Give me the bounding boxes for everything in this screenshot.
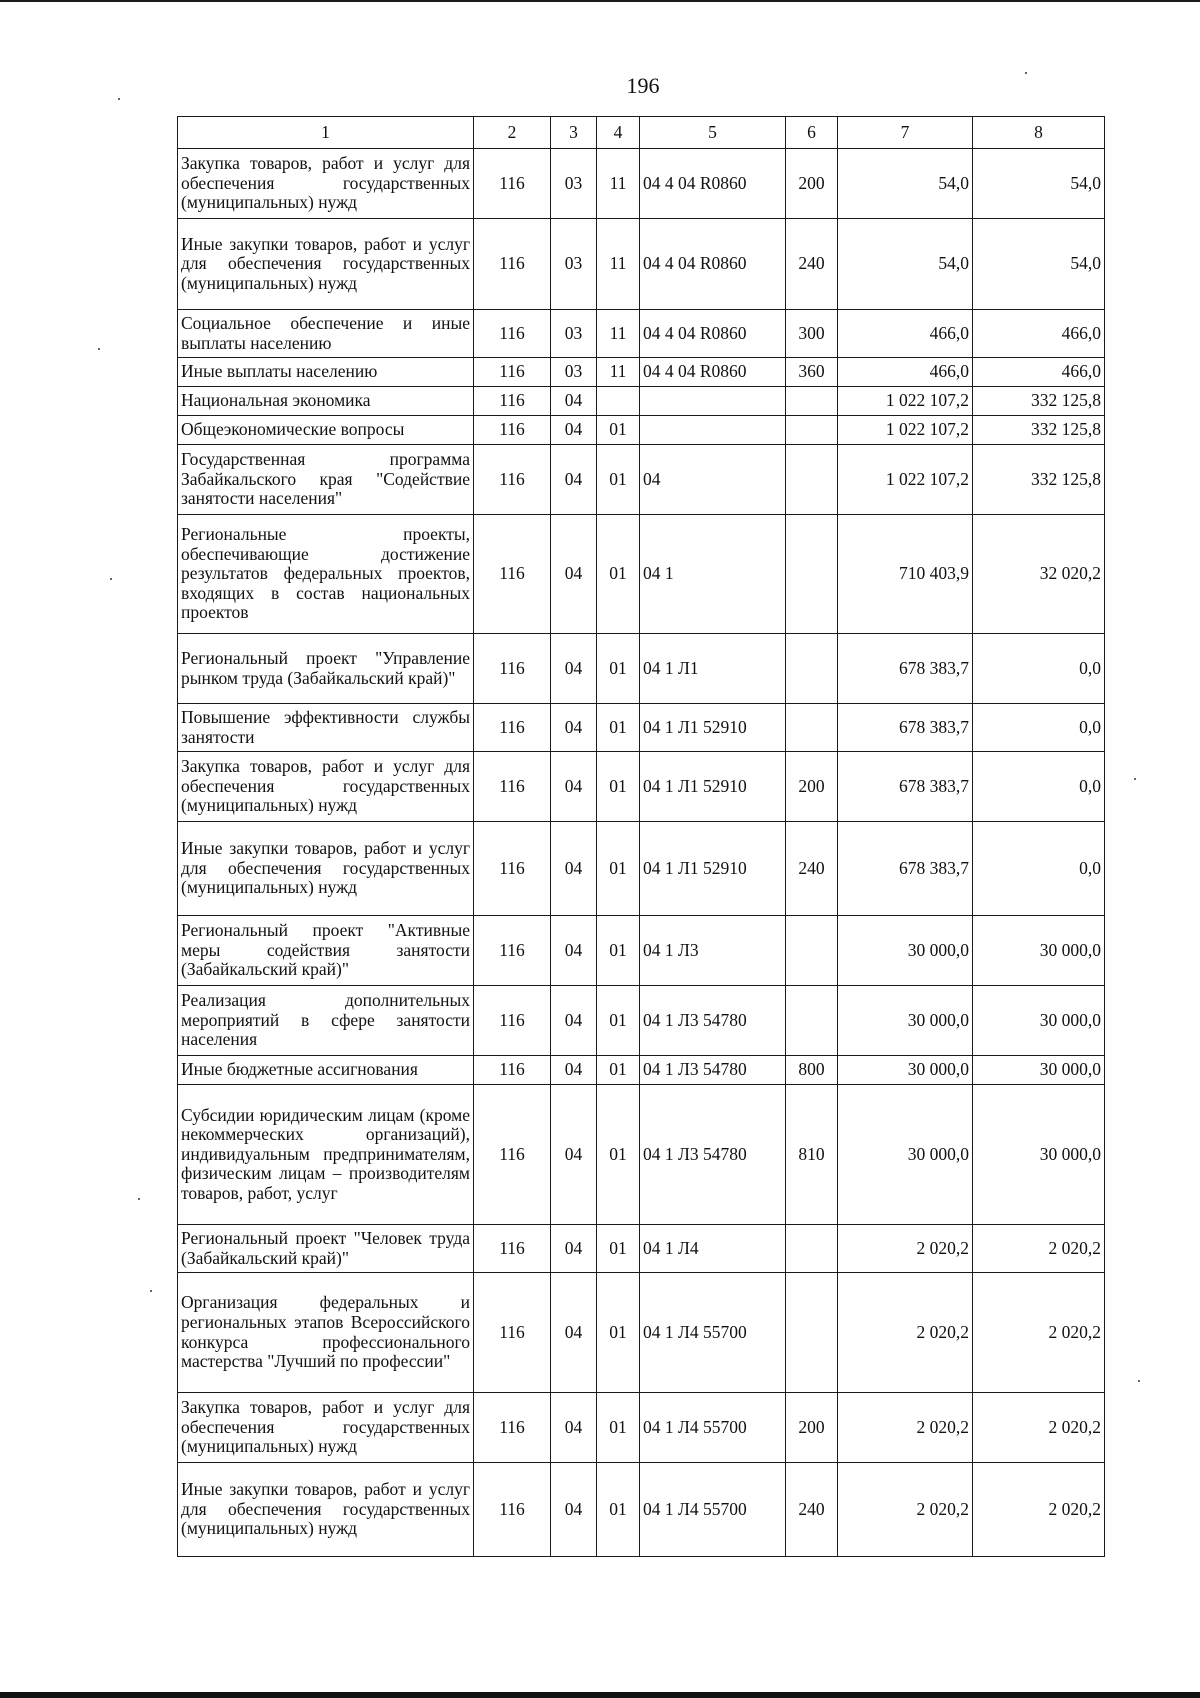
amount-col-7: 2 020,2 <box>838 1225 973 1273</box>
target-code: 04 1 Л3 54780 <box>640 1085 786 1225</box>
table-row <box>178 310 1105 358</box>
col-2-value: 116 <box>474 358 551 387</box>
table-row <box>178 416 1105 445</box>
table-row <box>178 1393 1105 1463</box>
row-name: Национальная экономика <box>178 387 474 416</box>
column-header: 6 <box>786 117 838 149</box>
row-name: Реализация дополнительных мероприятий в сфере занятости населения <box>178 986 474 1056</box>
col-4-value: 01 <box>597 1463 640 1557</box>
col-4-value: 01 <box>597 416 640 445</box>
col-2-value: 116 <box>474 704 551 752</box>
table-row <box>178 1225 1105 1273</box>
col-2-value: 116 <box>474 1085 551 1225</box>
column-header: 1 <box>178 117 474 149</box>
col-4-value: 01 <box>597 1056 640 1085</box>
row-name: Иные закупки товаров, работ и услуг для обеспечения государственных (муниципальных) нужд <box>178 822 474 916</box>
target-code: 04 1 Л3 <box>640 916 786 986</box>
col-3-value: 04 <box>551 752 597 822</box>
table-body <box>178 149 1105 1557</box>
amount-col-7: 54,0 <box>838 149 973 219</box>
col-2-value: 116 <box>474 752 551 822</box>
col-4-value: 01 <box>597 752 640 822</box>
col-4-value: 01 <box>597 822 640 916</box>
amount-col-7: 678 383,7 <box>838 822 973 916</box>
target-code: 04 1 Л4 <box>640 1225 786 1273</box>
target-code: 04 1 Л1 52910 <box>640 752 786 822</box>
amount-col-8: 0,0 <box>973 704 1105 752</box>
scan-speck <box>138 1198 140 1200</box>
col-2-value: 116 <box>474 916 551 986</box>
amount-col-7: 30 000,0 <box>838 1085 973 1225</box>
row-name: Региональный проект "Активные меры содействия занятости (Забайкальский край)" <box>178 916 474 986</box>
col-2-value: 116 <box>474 149 551 219</box>
amount-col-7: 2 020,2 <box>838 1393 973 1463</box>
expense-type-code <box>786 1225 838 1273</box>
column-header: 2 <box>474 117 551 149</box>
col-3-value: 04 <box>551 986 597 1056</box>
table-row <box>178 1273 1105 1393</box>
row-name: Иные выплаты населению <box>178 358 474 387</box>
table-row <box>178 1463 1105 1557</box>
table-row <box>178 986 1105 1056</box>
target-code: 04 1 Л1 <box>640 634 786 704</box>
expense-type-code: 360 <box>786 358 838 387</box>
scan-top-edge <box>0 0 1200 2</box>
col-3-value: 03 <box>551 149 597 219</box>
amount-col-7: 2 020,2 <box>838 1463 973 1557</box>
amount-col-7: 1 022 107,2 <box>838 445 973 515</box>
amount-col-8: 2 020,2 <box>973 1225 1105 1273</box>
expense-type-code <box>786 416 838 445</box>
scan-speck <box>98 348 100 350</box>
expense-type-code: 240 <box>786 1463 838 1557</box>
amount-col-8: 54,0 <box>973 219 1105 310</box>
col-3-value: 03 <box>551 310 597 358</box>
col-4-value: 01 <box>597 704 640 752</box>
amount-col-8: 30 000,0 <box>973 1056 1105 1085</box>
row-name: Иные закупки товаров, работ и услуг для обеспечения государственных (муниципальных) нужд <box>178 1463 474 1557</box>
target-code: 04 1 Л1 52910 <box>640 704 786 752</box>
amount-col-7: 710 403,9 <box>838 515 973 634</box>
col-4-value: 01 <box>597 1085 640 1225</box>
row-name: Иные закупки товаров, работ и услуг для обеспечения государственных (муниципальных) нужд <box>178 219 474 310</box>
row-name: Региональный проект "Управление рынком труда (Забайкальский край)" <box>178 634 474 704</box>
table-row <box>178 752 1105 822</box>
target-code <box>640 416 786 445</box>
amount-col-8: 30 000,0 <box>973 986 1105 1056</box>
col-4-value: 11 <box>597 149 640 219</box>
row-name: Социальное обеспечение и иные выплаты населению <box>178 310 474 358</box>
row-name: Иные бюджетные ассигнования <box>178 1056 474 1085</box>
amount-col-8: 30 000,0 <box>973 916 1105 986</box>
amount-col-8: 466,0 <box>973 358 1105 387</box>
col-4-value: 01 <box>597 445 640 515</box>
col-2-value: 116 <box>474 822 551 916</box>
col-4-value: 11 <box>597 358 640 387</box>
col-4-value: 11 <box>597 219 640 310</box>
amount-col-7: 54,0 <box>838 219 973 310</box>
amount-col-7: 678 383,7 <box>838 752 973 822</box>
target-code: 04 1 Л3 54780 <box>640 1056 786 1085</box>
target-code: 04 1 Л4 55700 <box>640 1273 786 1393</box>
col-4-value <box>597 387 640 416</box>
scan-bottom-edge <box>0 1692 1200 1698</box>
row-name: Государственная программа Забайкальского края "Содействие занятости населения" <box>178 445 474 515</box>
row-name: Общеэкономические вопросы <box>178 416 474 445</box>
scan-speck <box>1025 72 1027 74</box>
expense-type-code: 200 <box>786 149 838 219</box>
scan-speck <box>150 1290 152 1292</box>
expense-type-code <box>786 916 838 986</box>
col-2-value: 116 <box>474 634 551 704</box>
col-3-value: 04 <box>551 634 597 704</box>
col-3-value: 04 <box>551 515 597 634</box>
scan-speck <box>110 578 112 580</box>
amount-col-8: 332 125,8 <box>973 445 1105 515</box>
target-code <box>640 387 786 416</box>
amount-col-7: 30 000,0 <box>838 986 973 1056</box>
expense-type-code <box>786 445 838 515</box>
row-name: Закупка товаров, работ и услуг для обеспечения государственных (муниципальных) нужд <box>178 1393 474 1463</box>
expense-type-code <box>786 704 838 752</box>
col-2-value: 116 <box>474 986 551 1056</box>
column-header: 4 <box>597 117 640 149</box>
col-4-value: 01 <box>597 916 640 986</box>
target-code: 04 4 04 R0860 <box>640 310 786 358</box>
target-code: 04 1 Л4 55700 <box>640 1393 786 1463</box>
row-name: Субсидии юридическим лицам (кроме некоммерческих организаций), индивидуальным предпринимателям, физическим лицам – производителям товаров, работ, услуг <box>178 1085 474 1225</box>
amount-col-8: 54,0 <box>973 149 1105 219</box>
target-code: 04 4 04 R0860 <box>640 358 786 387</box>
amount-col-7: 678 383,7 <box>838 634 973 704</box>
table-row <box>178 822 1105 916</box>
col-3-value: 04 <box>551 445 597 515</box>
col-4-value: 01 <box>597 1393 640 1463</box>
col-2-value: 116 <box>474 445 551 515</box>
col-3-value: 04 <box>551 704 597 752</box>
table-row <box>178 1085 1105 1225</box>
row-name: Повышение эффективности службы занятости <box>178 704 474 752</box>
col-4-value: 01 <box>597 986 640 1056</box>
scan-speck <box>1138 1380 1140 1382</box>
column-header: 7 <box>838 117 973 149</box>
amount-col-7: 466,0 <box>838 310 973 358</box>
row-name: Закупка товаров, работ и услуг для обеспечения государственных (муниципальных) нужд <box>178 752 474 822</box>
target-code: 04 1 Л1 52910 <box>640 822 786 916</box>
amount-col-8: 2 020,2 <box>973 1273 1105 1393</box>
expense-type-code <box>786 515 838 634</box>
expense-type-code: 240 <box>786 822 838 916</box>
column-header: 8 <box>973 117 1105 149</box>
amount-col-7: 1 022 107,2 <box>838 416 973 445</box>
expense-type-code: 300 <box>786 310 838 358</box>
scan-speck <box>1134 778 1136 780</box>
column-header: 3 <box>551 117 597 149</box>
target-code: 04 1 Л4 55700 <box>640 1463 786 1557</box>
amount-col-7: 2 020,2 <box>838 1273 973 1393</box>
col-2-value: 116 <box>474 1273 551 1393</box>
col-3-value: 04 <box>551 822 597 916</box>
amount-col-8: 0,0 <box>973 752 1105 822</box>
col-4-value: 01 <box>597 1273 640 1393</box>
table-row <box>178 219 1105 310</box>
expense-type-code: 200 <box>786 752 838 822</box>
column-header: 5 <box>640 117 786 149</box>
budget-table <box>177 116 1105 1557</box>
table-row <box>178 358 1105 387</box>
expense-type-code: 200 <box>786 1393 838 1463</box>
col-2-value: 116 <box>474 1056 551 1085</box>
expense-type-code: 240 <box>786 219 838 310</box>
col-3-value: 04 <box>551 1056 597 1085</box>
expense-type-code: 810 <box>786 1085 838 1225</box>
row-name: Закупка товаров, работ и услуг для обеспечения государственных (муниципальных) нужд <box>178 149 474 219</box>
amount-col-7: 1 022 107,2 <box>838 387 973 416</box>
amount-col-8: 32 020,2 <box>973 515 1105 634</box>
table-row <box>178 704 1105 752</box>
col-3-value: 04 <box>551 416 597 445</box>
col-2-value: 116 <box>474 1393 551 1463</box>
row-name: Организация федеральных и региональных этапов Всероссийского конкурса профессионального мастерства "Лучший по профессии" <box>178 1273 474 1393</box>
col-3-value: 04 <box>551 1225 597 1273</box>
page-number: 196 <box>626 73 660 98</box>
amount-col-7: 466,0 <box>838 358 973 387</box>
amount-col-8: 332 125,8 <box>973 387 1105 416</box>
row-name: Региональный проект "Человек труда (Забайкальский край)" <box>178 1225 474 1273</box>
column-number-row <box>178 117 1105 149</box>
col-2-value: 116 <box>474 310 551 358</box>
scan-speck <box>118 98 120 100</box>
row-name: Региональные проекты, обеспечивающие достижение результатов федеральных проектов, входящих в состав национальных проектов <box>178 515 474 634</box>
table-row <box>178 634 1105 704</box>
expense-type-code: 800 <box>786 1056 838 1085</box>
amount-col-8: 466,0 <box>973 310 1105 358</box>
table-row <box>178 916 1105 986</box>
target-code: 04 1 <box>640 515 786 634</box>
expense-type-code <box>786 1273 838 1393</box>
amount-col-7: 678 383,7 <box>838 704 973 752</box>
col-3-value: 04 <box>551 1393 597 1463</box>
amount-col-8: 332 125,8 <box>973 416 1105 445</box>
col-4-value: 11 <box>597 310 640 358</box>
amount-col-8: 2 020,2 <box>973 1463 1105 1557</box>
amount-col-7: 30 000,0 <box>838 1056 973 1085</box>
table-row <box>178 445 1105 515</box>
col-3-value: 04 <box>551 916 597 986</box>
table-row <box>178 387 1105 416</box>
target-code: 04 4 04 R0860 <box>640 149 786 219</box>
col-3-value: 04 <box>551 1085 597 1225</box>
table-row <box>178 149 1105 219</box>
col-3-value: 04 <box>551 387 597 416</box>
amount-col-8: 0,0 <box>973 634 1105 704</box>
col-2-value: 116 <box>474 416 551 445</box>
col-3-value: 03 <box>551 358 597 387</box>
amount-col-8: 2 020,2 <box>973 1393 1105 1463</box>
col-2-value: 116 <box>474 219 551 310</box>
col-3-value: 04 <box>551 1273 597 1393</box>
col-4-value: 01 <box>597 515 640 634</box>
col-3-value: 03 <box>551 219 597 310</box>
col-2-value: 116 <box>474 387 551 416</box>
expense-type-code <box>786 387 838 416</box>
col-2-value: 116 <box>474 515 551 634</box>
target-code: 04 1 Л3 54780 <box>640 986 786 1056</box>
target-code: 04 <box>640 445 786 515</box>
col-4-value: 01 <box>597 1225 640 1273</box>
col-2-value: 116 <box>474 1225 551 1273</box>
col-4-value: 01 <box>597 634 640 704</box>
expense-type-code <box>786 634 838 704</box>
amount-col-7: 30 000,0 <box>838 916 973 986</box>
table-row <box>178 1056 1105 1085</box>
target-code: 04 4 04 R0860 <box>640 219 786 310</box>
amount-col-8: 30 000,0 <box>973 1085 1105 1225</box>
amount-col-8: 0,0 <box>973 822 1105 916</box>
col-2-value: 116 <box>474 1463 551 1557</box>
expense-type-code <box>786 986 838 1056</box>
col-3-value: 04 <box>551 1463 597 1557</box>
table-row <box>178 515 1105 634</box>
